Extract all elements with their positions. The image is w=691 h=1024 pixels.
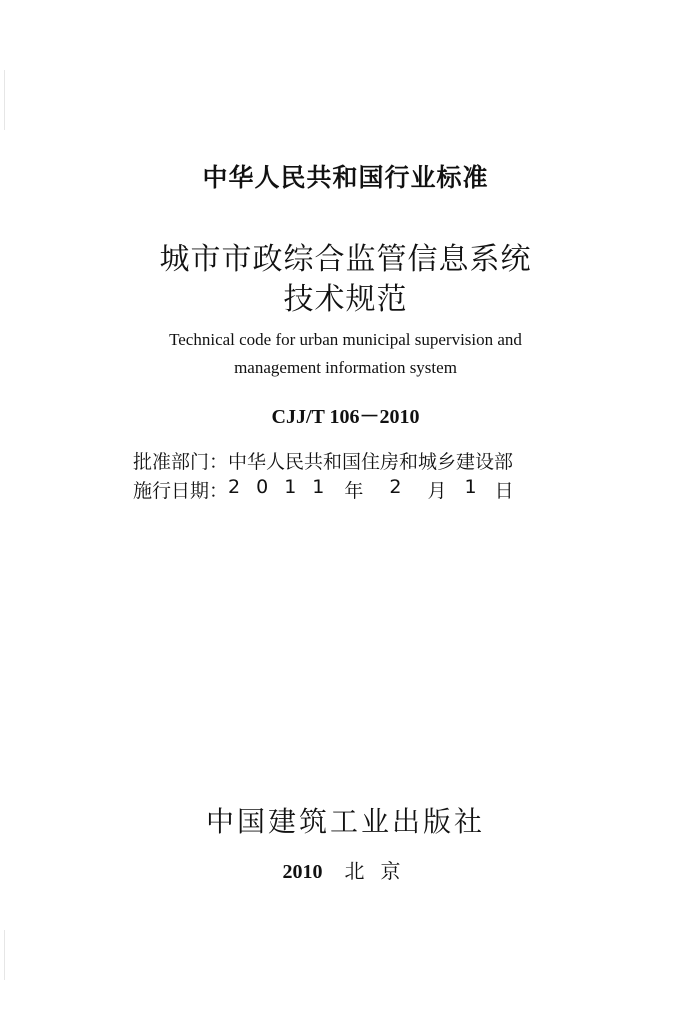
title-chinese-line-2: 技术规范: [283, 282, 408, 317]
standard-code: CJJ/T 106－2010: [271, 406, 420, 428]
publication-city-char-1: 北: [344, 859, 365, 883]
publication-city-char-2: 京: [380, 859, 401, 883]
standard-category: 中华人民共和国行业标准: [202, 163, 489, 192]
effective-month-unit: 月: [427, 480, 447, 502]
publication-year: 2010: [282, 861, 323, 883]
effective-date: [133, 476, 514, 503]
publication-info: [0, 855, 691, 884]
left-edge-mark: [4, 70, 5, 130]
effective-label: 施行日期：: [133, 480, 229, 502]
publisher-name: 中国建筑工业出版社: [205, 805, 485, 838]
effective-year: 2011: [228, 476, 341, 498]
approval-authority: [133, 447, 513, 474]
title-english-line-1: Technical code for urban municipal supervision and: [169, 330, 522, 349]
approval-value: 中华人民共和国住房和城乡建设部: [228, 451, 514, 473]
effective-day: 1: [464, 476, 477, 498]
left-edge-mark-lower: [4, 930, 5, 980]
approval-label: 批准部门：: [133, 451, 229, 473]
effective-day-unit: 日: [494, 480, 514, 502]
effective-year-unit: 年: [344, 480, 364, 502]
effective-month: 2: [389, 476, 402, 498]
title-chinese-line-1: 城市市政综合监管信息系统: [159, 242, 532, 277]
title-english-line-2: management information system: [234, 358, 457, 377]
